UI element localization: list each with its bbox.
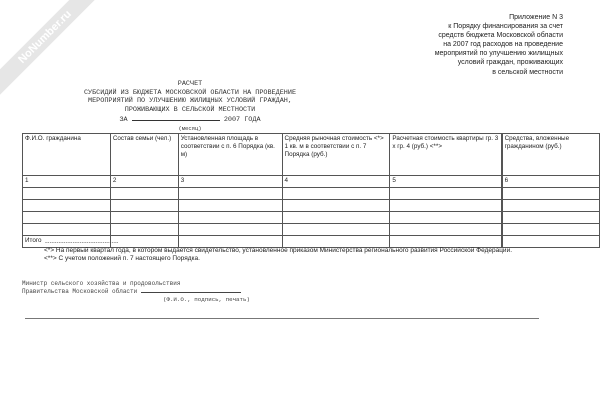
period-line	[40, 114, 340, 125]
header-cell: Расчетная стоимость квартиры гр. 3 x гр. 4 (руб.) <**>	[390, 134, 502, 176]
signature-block	[22, 280, 241, 296]
footnote-separator: --------------------------------	[45, 240, 119, 246]
signature-caption: (Ф.И.О., подпись, печать)	[163, 296, 250, 303]
header-cell: Ф.И.О. гражданина	[23, 134, 111, 176]
number-cell: 2	[110, 176, 178, 188]
appendix-line: средств бюджета Московской области	[438, 32, 563, 40]
title-line: РАСЧЕТ	[177, 80, 203, 88]
appendix-note	[435, 13, 563, 77]
watermark: NoNumber.ru	[0, 0, 104, 96]
table-row	[23, 200, 600, 212]
table-row	[23, 212, 600, 224]
header-cell: Средства, вложенные гражданином (руб.)	[502, 134, 600, 176]
year-label: 2007 ГОДА	[223, 116, 261, 125]
header-cell: Установленная площадь в соответствии с п. 6 Порядка (кв. м)	[178, 134, 282, 176]
title-line: СУБСИДИЙ ИЗ БЮДЖЕТА МОСКОВСКОЙ ОБЛАСТИ НА ПРОВЕДЕНИЕ	[83, 88, 297, 97]
table-row	[23, 224, 600, 236]
signature-line2: Правительства Московской области	[22, 287, 138, 295]
number-cell: 3	[178, 176, 282, 188]
number-cell: 6	[502, 176, 600, 188]
footnotes	[22, 247, 542, 264]
signature-line1: Министр сельского хозяйства и продовольствия	[22, 280, 181, 287]
appendix-line: мероприятий по улучшению жилищных	[434, 50, 563, 58]
number-cell: 4	[282, 176, 390, 188]
table-row	[23, 188, 600, 200]
appendix-line: Приложение N 3	[509, 14, 563, 21]
footnote-1: <*> На первый квартал года, в котором выдается свидетельство, установленное приказом Министерства регионального развития Российской Федерации.	[44, 247, 512, 254]
number-cell: 5	[390, 176, 502, 188]
appendix-line: на 2007 год расходов на проведение	[443, 41, 563, 49]
number-row	[23, 176, 600, 188]
header-row	[23, 134, 600, 176]
footnote-2: <**> С учетом положений п. 7 настоящего Порядка.	[44, 255, 200, 263]
document-title	[40, 80, 340, 134]
total-label: Итого	[23, 236, 111, 248]
title-line: МЕРОПРИЯТИЙ ПО УЛУЧШЕНИЮ ЖИЛИЩНЫХ УСЛОВИЙ ГРАЖДАН,	[88, 97, 292, 106]
title-line: ПРОЖИВАЮЩИХ В СЕЛЬСКОЙ МЕСТНОСТИ	[124, 105, 256, 114]
subsidy-table	[22, 133, 600, 248]
signature-blank	[141, 292, 241, 293]
month-caption: (месяц)	[178, 124, 202, 132]
appendix-line: условий граждан, проживающих	[457, 59, 563, 67]
bottom-divider	[25, 318, 539, 319]
appendix-line: к Порядку финансирования за счет	[448, 23, 563, 31]
header-cell: Средняя рыночная стоимость <*> 1 кв. м в соответствии с п. 7 Порядка (руб.)	[282, 134, 390, 176]
header-cell: Состав семьи (чел.)	[110, 134, 178, 176]
month-blank	[132, 114, 220, 121]
signature-line2-wrap	[22, 288, 241, 296]
appendix-line: в сельской местности	[492, 68, 563, 76]
za-label: ЗА	[119, 116, 128, 125]
number-cell: 1	[23, 176, 111, 188]
